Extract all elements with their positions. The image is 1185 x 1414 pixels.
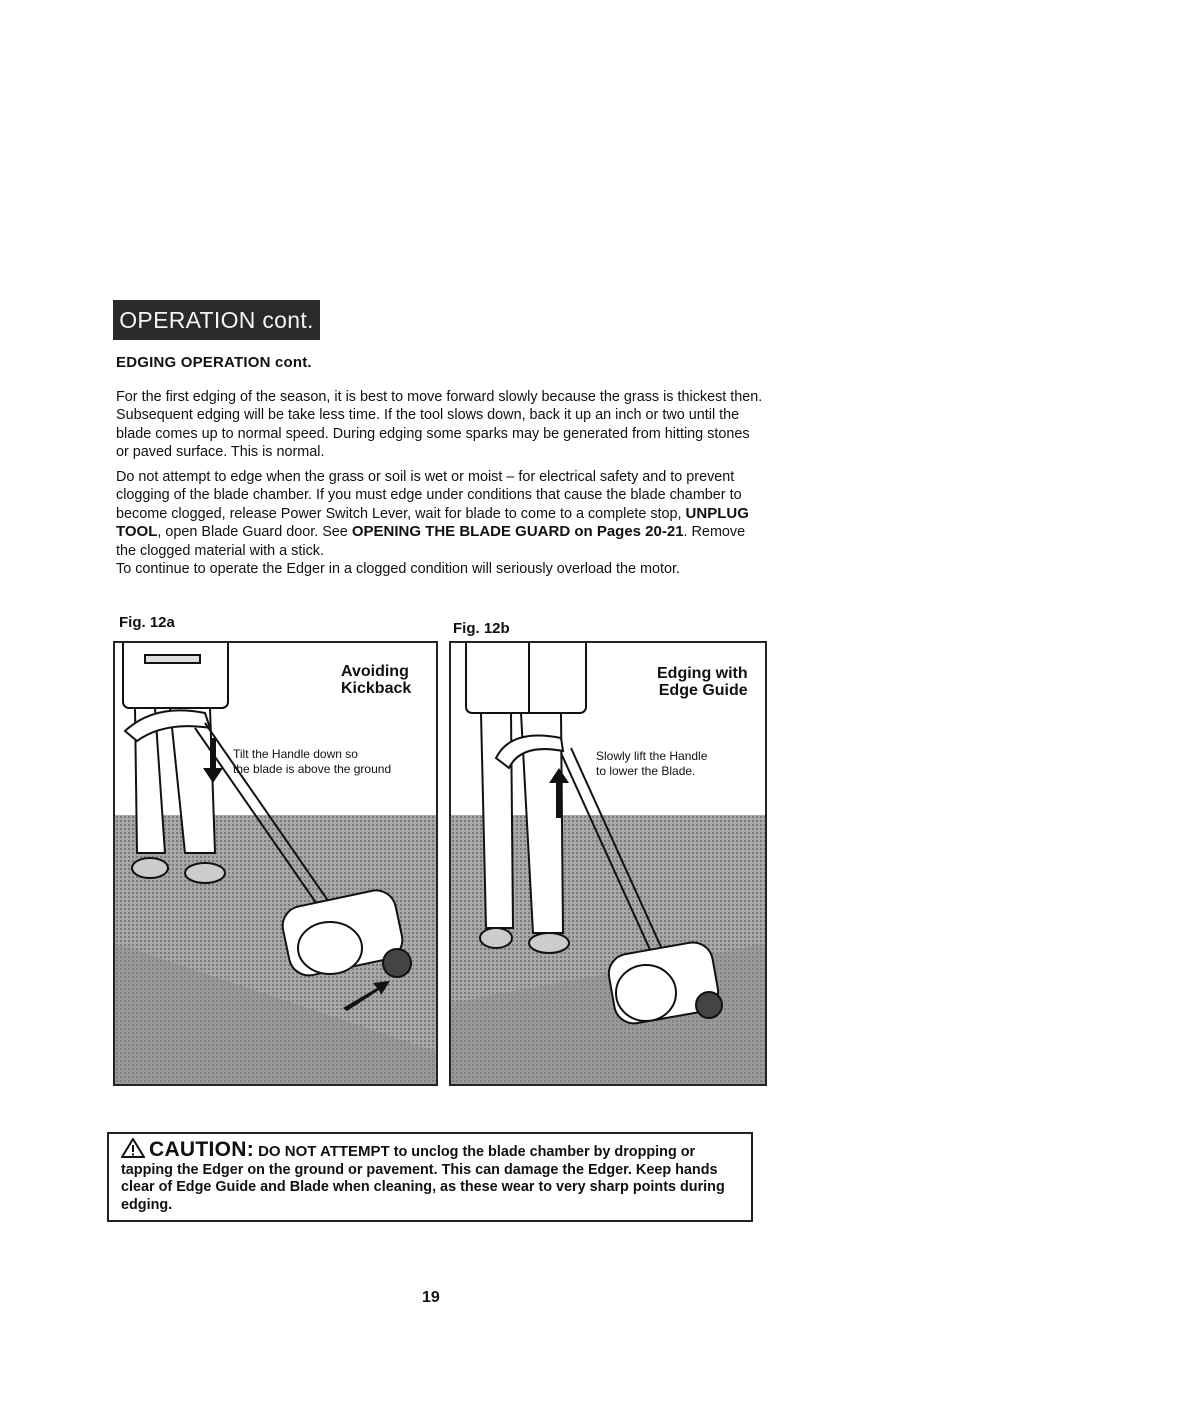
fig-12b-title bbox=[657, 665, 748, 699]
figure-12a-illustration bbox=[115, 643, 438, 1086]
fig-12b-note-line2: to lower the Blade. bbox=[596, 764, 696, 778]
page-number: 19 bbox=[422, 1289, 440, 1306]
paragraph2-text-1: Do not attempt to edge when the grass or soil is wet or moist – for electrical safety and to prevent clogging of the blade chamber. If you must edge under conditions that cause the blade chamber to become clogged, release Power Switch Lever, wait for blade to come to a complete stop, bbox=[116, 469, 742, 522]
fig-12b-label: Fig. 12b bbox=[453, 620, 510, 637]
fig-12a-note bbox=[233, 747, 433, 777]
figure-12b bbox=[449, 641, 767, 1086]
fig-12a-note-line2: the blade is above the ground bbox=[233, 762, 392, 776]
paragraph2-text-4: To continue to operate the Edger in a clogged condition will seriously overload the motor. bbox=[116, 561, 680, 578]
figure-12a bbox=[113, 641, 438, 1086]
caution-lead: DO NOT ATTEMPT bbox=[258, 1143, 390, 1160]
fig-12b-title-line2: Edge Guide bbox=[658, 682, 748, 699]
fig-12a-label: Fig. 12a bbox=[119, 614, 175, 631]
section-header bbox=[113, 300, 320, 340]
fig-12b-note-line1: Slowly lift the Handle bbox=[596, 749, 708, 763]
figure-12b-illustration bbox=[451, 643, 767, 1086]
paragraph-clogging bbox=[116, 468, 766, 578]
fig-12a-note-line1: Tilt the Handle down so bbox=[233, 747, 358, 761]
blade-guard-reference: OPENING THE BLADE GUARD on Pages 20-21 bbox=[351, 523, 684, 541]
section-title: OPERATION cont. bbox=[119, 306, 314, 333]
paragraph-season-edging: For the first edging of the season, it is best to move forward slowly because the grass is thickest then. Subsequent edging will be take less time. If the tool slows down, back it up an inch or two until the blade comes up to normal speed. During edging some sparks may be generated from hitting stones or paved surface. This is normal. bbox=[116, 389, 763, 461]
fig-12b-note bbox=[596, 749, 746, 779]
paragraph2-text-2: , open Blade Guard door. See bbox=[157, 524, 352, 541]
fig-12b-title-line1: Edging with bbox=[657, 665, 748, 682]
caution-text: to unclog the blade chamber by dropping or tapping the Edger on the ground or pavement. This can damage the Edger. Keep hands clear of Edge Guide and Blade when cleaning, as these wear to very sharp points during edging. bbox=[121, 1144, 725, 1213]
fig-12a-title-line1: Avoiding bbox=[341, 663, 409, 680]
paragraph2-text-3: . Remove the clogged material with a stick. bbox=[116, 524, 746, 559]
fig-12a-title bbox=[341, 663, 411, 697]
warning-triangle-icon bbox=[121, 1138, 145, 1158]
unplug-tool-emphasis: UNPLUG TOOL bbox=[116, 504, 749, 541]
caution-heading: CAUTION: bbox=[149, 1138, 255, 1161]
subheading: EDGING OPERATION cont. bbox=[116, 354, 312, 371]
fig-12a-title-line2: Kickback bbox=[341, 680, 412, 697]
caution-box bbox=[107, 1132, 753, 1222]
